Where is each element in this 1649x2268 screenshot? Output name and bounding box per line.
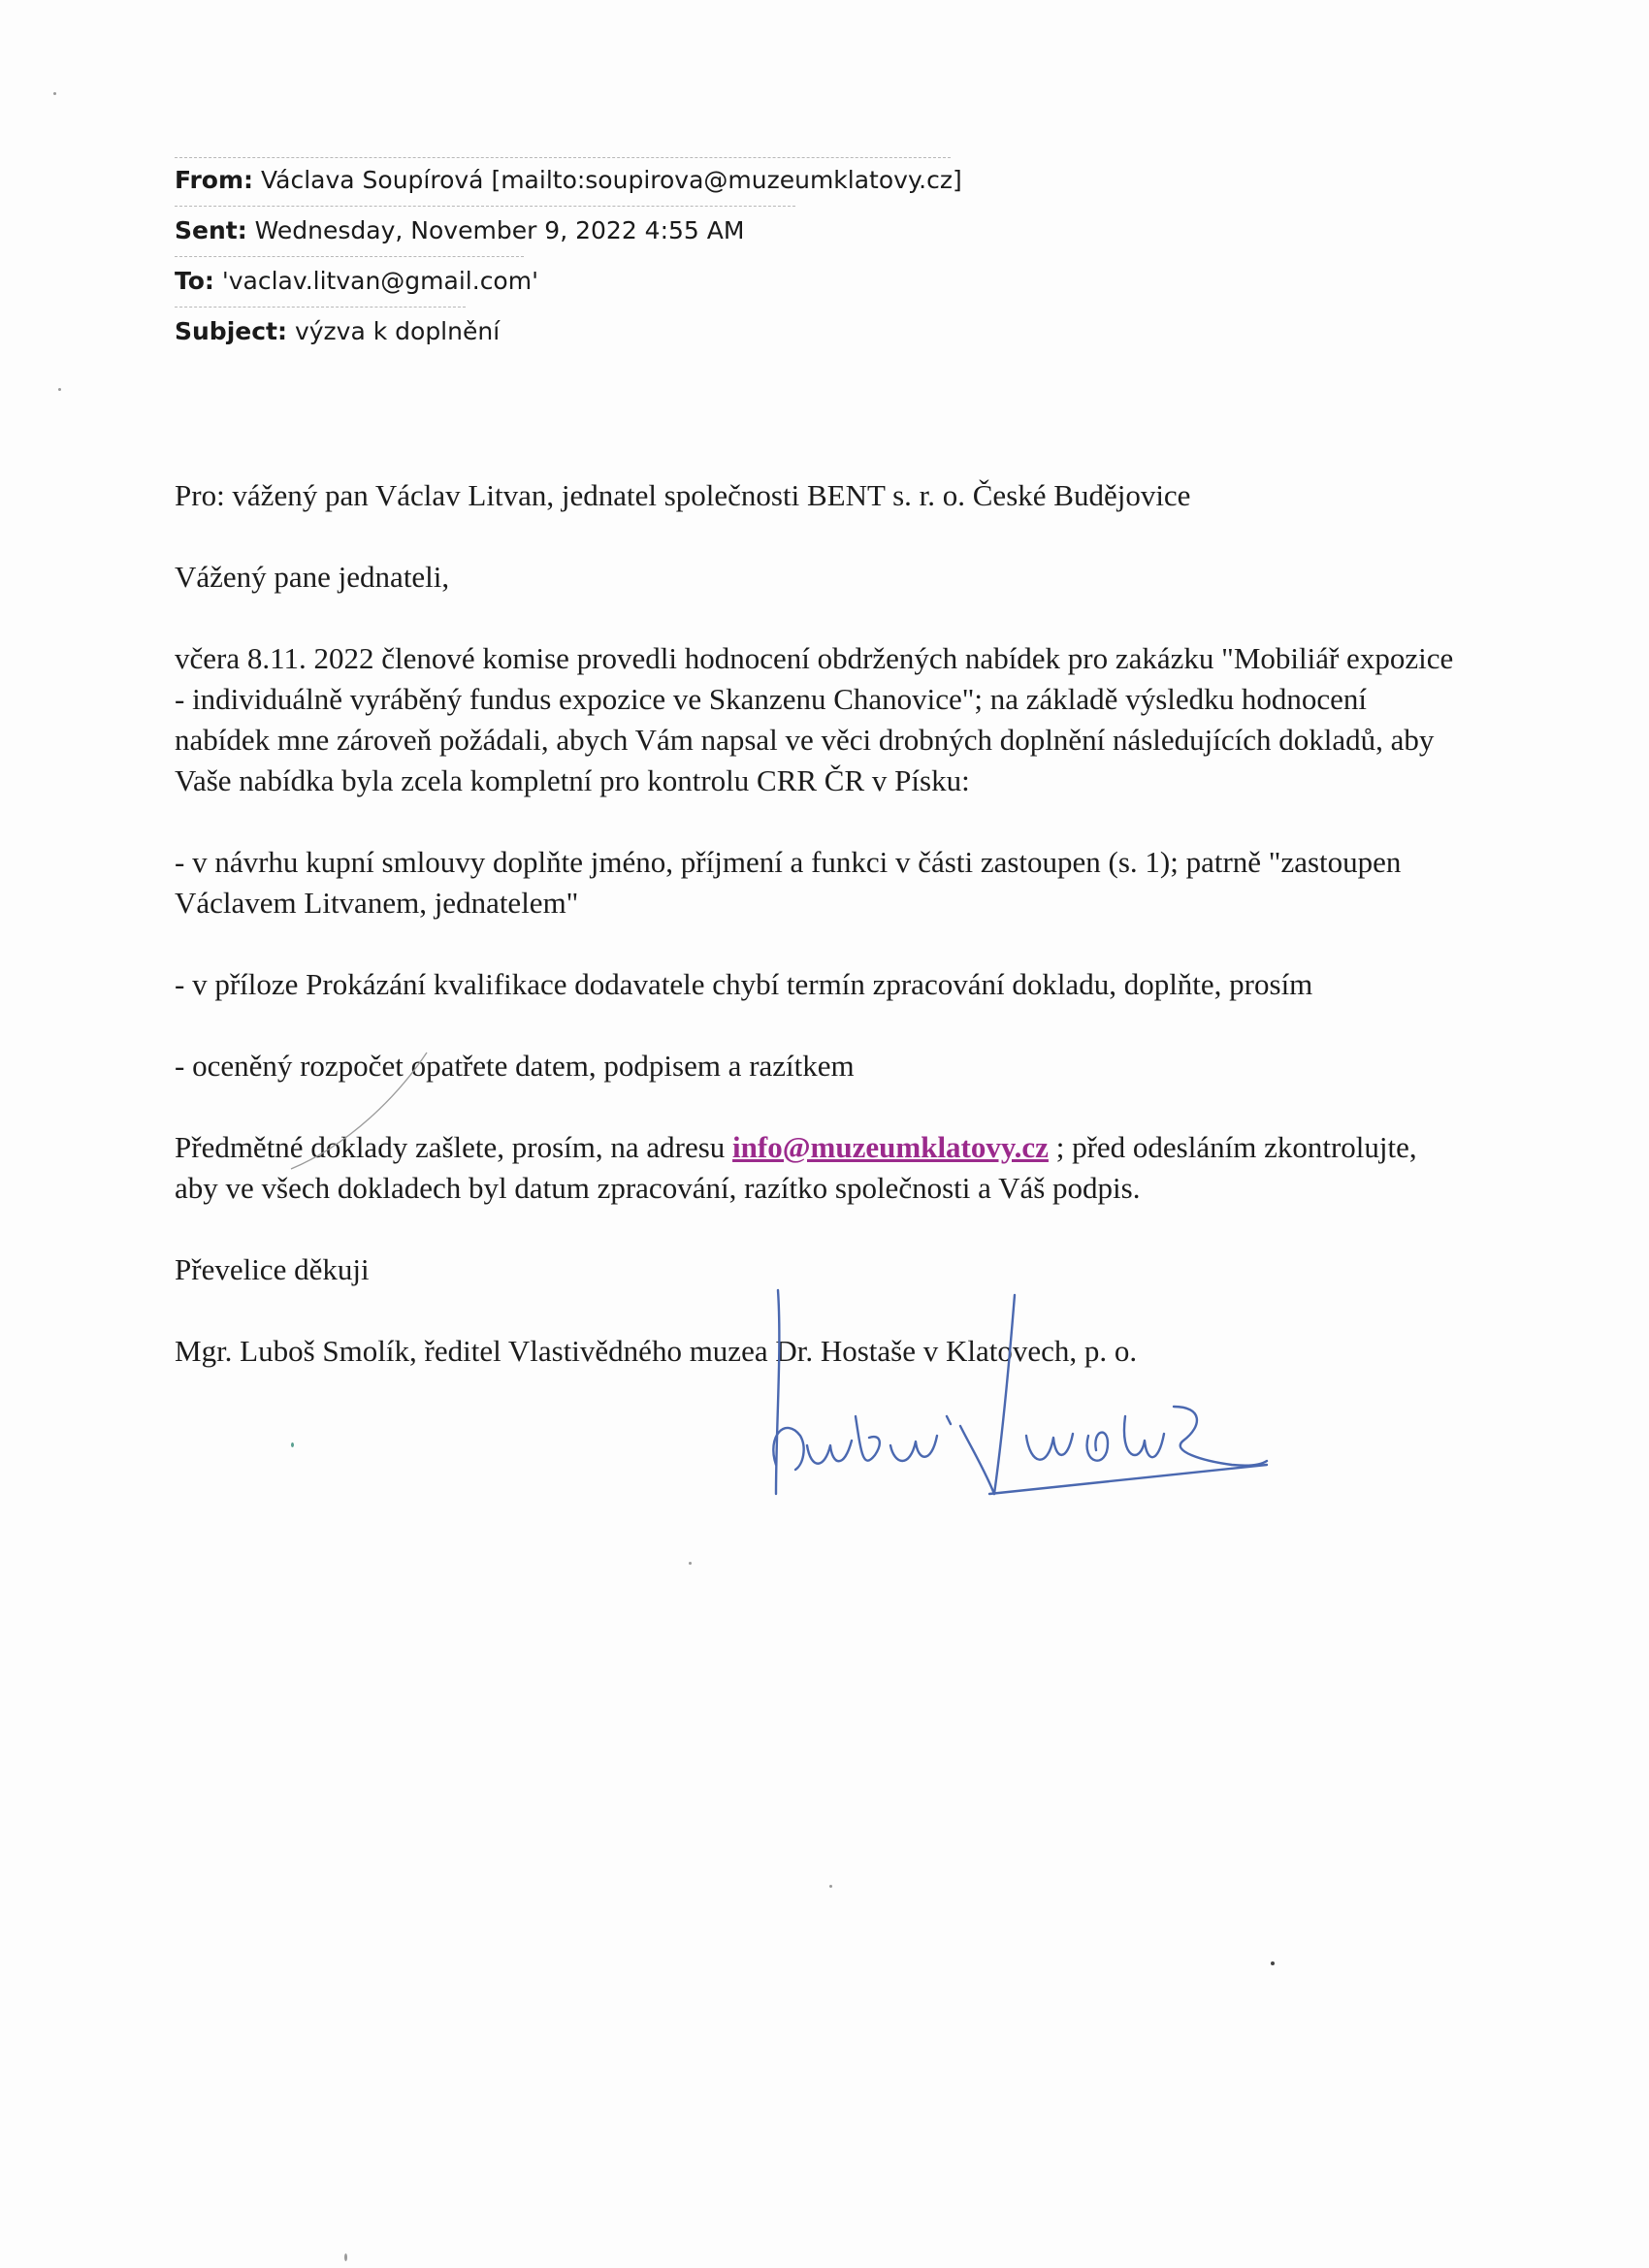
pencil-mark xyxy=(281,1048,436,1174)
subject-value: výzva k doplnění xyxy=(294,317,501,345)
sent-value: Wednesday, November 9, 2022 4:55 AM xyxy=(254,216,745,244)
to-label: To: xyxy=(175,267,214,295)
scan-speck xyxy=(1271,1961,1275,1965)
from-value: Václava Soupírová [mailto:soupirova@muzeumklatovy.cz] xyxy=(260,166,962,194)
item-qualification: - v příloze Prokázání kvalifikace dodavatele chybí termín zpracování dokladu, doplňte, prosím xyxy=(175,967,1313,1001)
subject-row xyxy=(175,307,951,357)
recipient-line: Pro: vážený pan Václav Litvan, jednatel společnosti BENT s. r. o. České Budějovice xyxy=(175,478,1191,512)
item-budget: - oceněný rozpočet opatřete datem, podpisem a razítkem xyxy=(175,1049,855,1083)
email-header xyxy=(175,155,962,357)
intro-paragraph: včera 8.11. 2022 členové komise provedli hodnocení obdržených nabídek pro zakázku "Mobiliář expozice - individuálně vyráběný fundus expozice ve Skanzenu Chanovice"; na základě výsledku hodnocení nabídek mne zároveň požádali, abych Vám napsal ve věci drobných doplnění následujících dokladů, aby Vaše nabídka byla zcela kompletní pro kontrolu CRR ČR v Písku: xyxy=(175,641,1454,797)
item-purchase-contract: - v návrhu kupní smlouvy doplňte jméno, příjmení a funkci v části zastoupen (s. 1); patrně "zastoupen Václavem Litvanem, jednatelem" xyxy=(175,845,1402,920)
sent-label: Sent: xyxy=(175,216,247,244)
handwritten-signature xyxy=(747,1271,1271,1523)
greeting: Vážený pane jednateli, xyxy=(175,560,450,594)
thanks: Převelice děkuji xyxy=(175,1252,370,1286)
to-divider xyxy=(175,256,524,257)
subject-divider xyxy=(175,307,466,308)
scan-speck xyxy=(829,1885,832,1888)
closing-text-start: Předmětné doklady zašlete, prosím, na adresu xyxy=(175,1130,733,1164)
scan-speck xyxy=(53,92,56,95)
to-row xyxy=(175,256,951,307)
scan-speck xyxy=(344,2253,347,2261)
from-label: From: xyxy=(175,166,254,194)
to-value: 'vaclav.litvan@gmail.com' xyxy=(221,267,538,295)
sent-row xyxy=(175,206,951,256)
subject-label: Subject: xyxy=(175,317,287,345)
email-link[interactable]: info@muzeumklatovy.cz xyxy=(732,1130,1049,1164)
sent-divider xyxy=(175,206,795,207)
closing-text-end: ; před odesláním zkontrolujte, aby ve všech dokladech byl datum zpracování, razítko společnosti a Váš podpis. xyxy=(175,1130,1417,1205)
scan-speck xyxy=(689,1562,692,1565)
scan-speck xyxy=(58,388,61,391)
from-row xyxy=(175,155,962,206)
scan-speck xyxy=(291,1442,294,1447)
sender-line: Mgr. Luboš Smolík, ředitel Vlastivědného muzea Dr. Hostaše v Klatovech, p. o. xyxy=(175,1334,1138,1368)
